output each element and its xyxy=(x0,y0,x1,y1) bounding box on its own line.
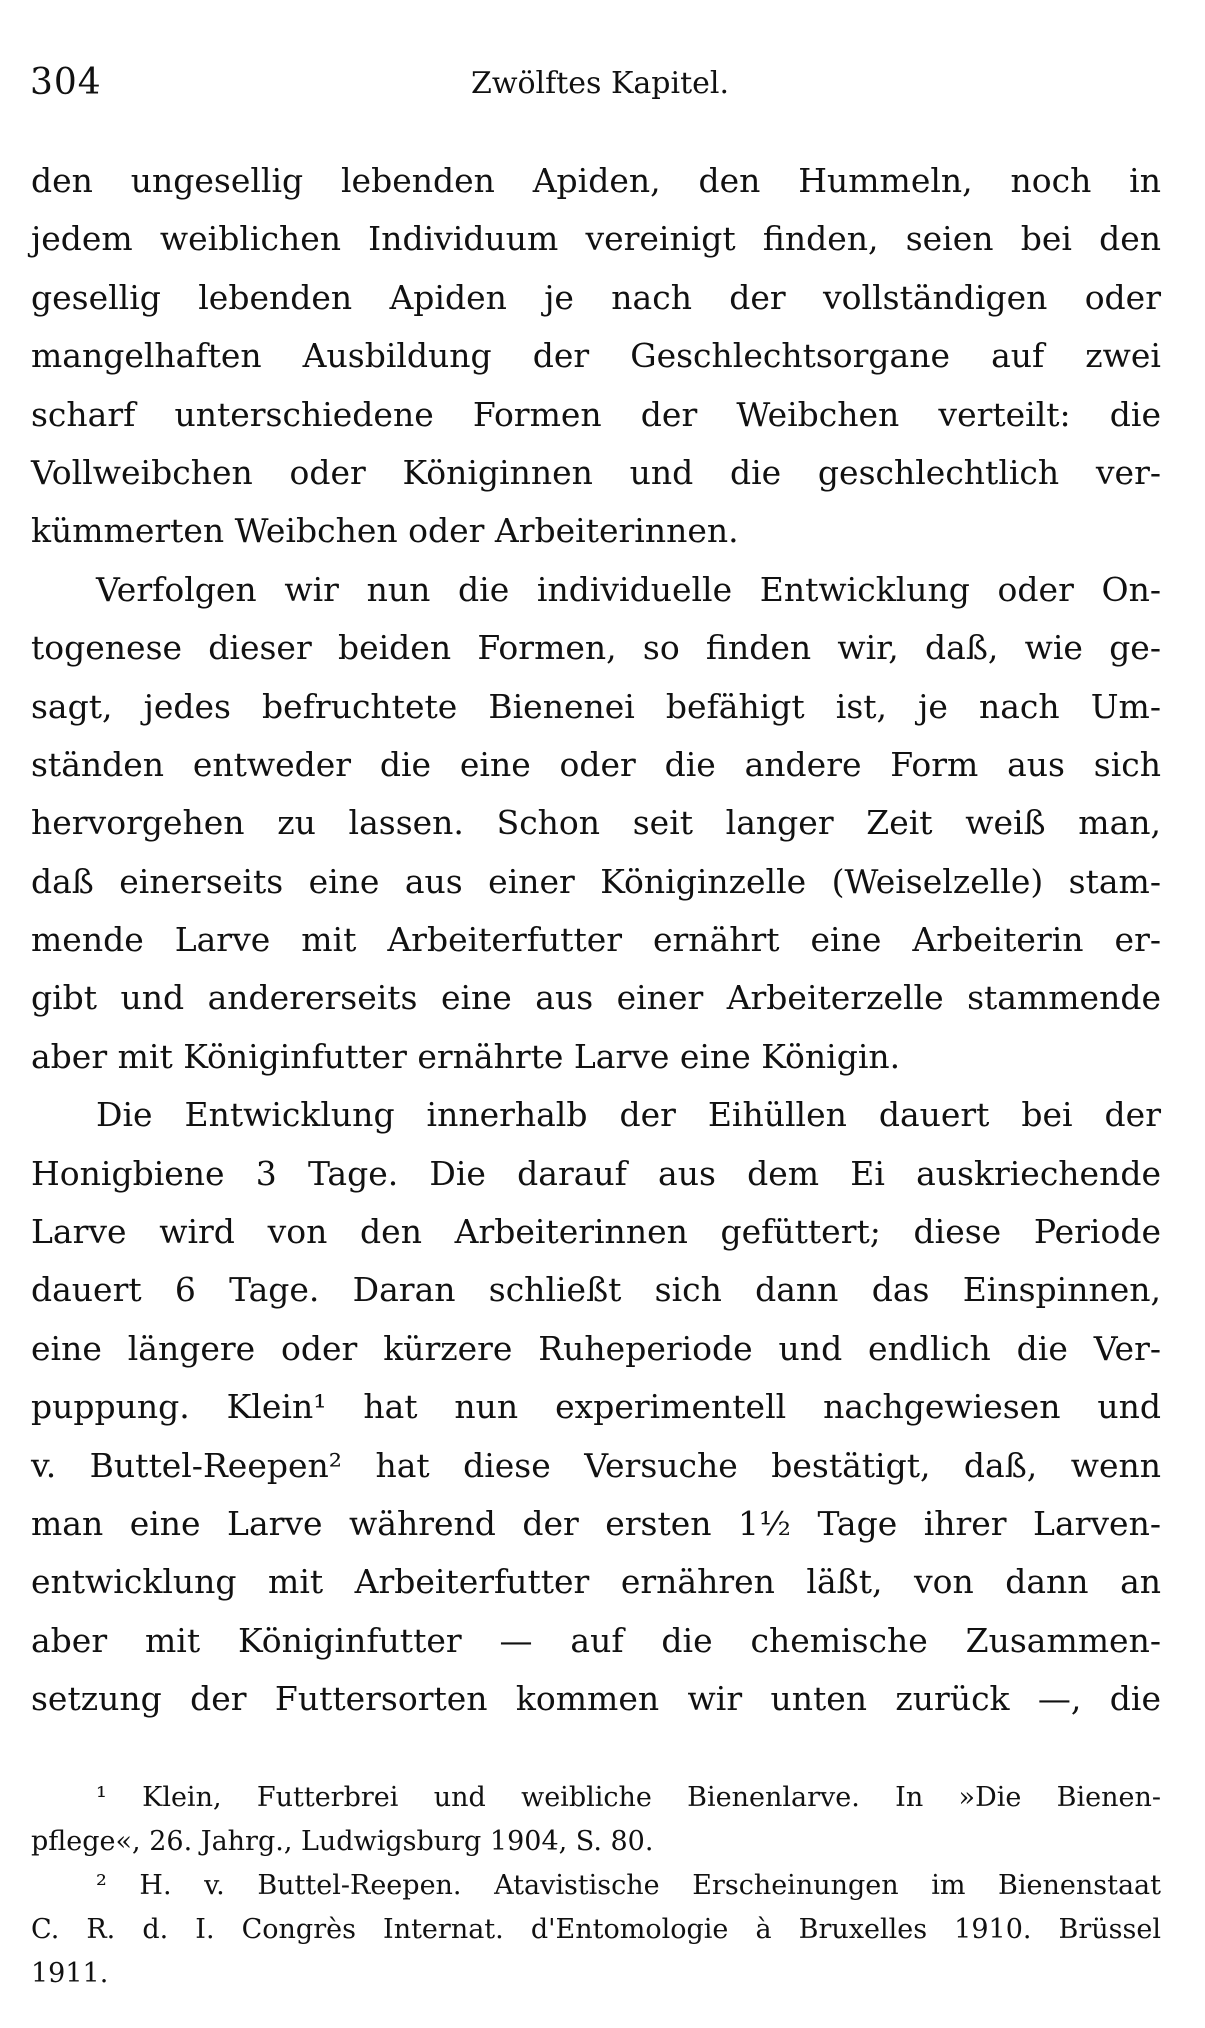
page-number: 304 xyxy=(30,62,102,103)
text-line: man eine Larve während der ersten 1½ Tage ihrer Larven- xyxy=(31,1503,1161,1543)
text-line: aber mit Königinfutter — auf die chemische Zusammen- xyxy=(31,1620,1161,1660)
page-header xyxy=(30,62,1170,122)
text-line: Honigbiene 3 Tage. Die darauf aus dem Ei auskriechende xyxy=(31,1153,1161,1193)
text-line: togenese dieser beiden Formen, so finden wir, daß, wie ge- xyxy=(31,628,1161,668)
running-head: Zwölftes Kapitel. xyxy=(470,66,730,101)
footnote-line: ¹ Klein, Futterbrei und weibliche Bienenlarve. In »Die Bienen- xyxy=(96,1782,1161,1813)
text-line: puppung. Klein¹ hat nun experimentell nachgewiesen und xyxy=(31,1387,1161,1427)
text-line: dauert 6 Tage. Daran schließt sich dann das Einspinnen, xyxy=(31,1270,1161,1310)
text-line: kümmerten Weibchen oder Arbeiterinnen. xyxy=(31,511,739,551)
text-line: Verfolgen wir nun die individuelle Entwicklung oder On- xyxy=(96,569,1161,609)
text-line: hervorgehen zu lassen. Schon seit langer Zeit weiß man, xyxy=(31,803,1161,843)
text-line: aber mit Königinfutter ernährte Larve eine Königin. xyxy=(31,1036,901,1076)
text-line: mangelhaften Ausbildung der Geschlechtsorgane auf zwei xyxy=(31,336,1161,376)
text-line: daß einerseits eine aus einer Königinzelle (Weiselzelle) stam- xyxy=(31,861,1161,901)
text-line: Die Entwicklung innerhalb der Eihüllen dauert bei der xyxy=(96,1095,1161,1135)
footnotes xyxy=(31,1776,1161,1996)
text-line: gibt und andererseits eine aus einer Arbeiterzelle stammende xyxy=(31,978,1161,1018)
text-line: sagt, jedes befruchtete Bienenei befähigt ist, je nach Um- xyxy=(31,686,1161,726)
text-line: entwicklung mit Arbeiterfutter ernähren läßt, von dann an xyxy=(31,1562,1161,1602)
text-line: den ungesellig lebenden Apiden, den Hummeln, noch in xyxy=(31,161,1161,200)
text-line: Vollweibchen oder Königinnen und die geschlechtlich ver- xyxy=(31,452,1161,492)
text-line: Larve wird von den Arbeiterinnen gefüttert; diese Periode xyxy=(31,1212,1161,1252)
text-line: gesellig lebenden Apiden je nach der vollständigen oder xyxy=(31,277,1161,317)
text-line: setzung der Futtersorten kommen wir unten zurück —, die xyxy=(31,1679,1161,1719)
text-line: v. Buttel-Reepen² hat diese Versuche bestätigt, daß, wenn xyxy=(31,1445,1161,1485)
footnote-line: ² H. v. Buttel-Reepen. Atavistische Erscheinungen im Bienenstaat xyxy=(96,1870,1161,1901)
text-line: scharf unterschiedene Formen der Weibchen verteilt: die xyxy=(31,394,1161,434)
text-line: ständen entweder die eine oder die andere Form aus sich xyxy=(31,744,1161,784)
footnote-line: 1911. xyxy=(31,1958,109,1989)
footnote-line: C. R. d. I. Congrès Internat. d'Entomologie à Bruxelles 1910. Brüssel xyxy=(31,1914,1161,1945)
text-line: jedem weiblichen Individuum vereinigt finden, seien bei den xyxy=(31,219,1161,259)
text-line: mende Larve mit Arbeiterfutter ernährt eine Arbeiterin er- xyxy=(31,920,1161,960)
footnote-line: pflege«, 26. Jahrg., Ludwigsburg 1904, S. 80. xyxy=(31,1826,654,1857)
text-line: eine längere oder kürzere Ruheperiode und endlich die Ver- xyxy=(31,1328,1161,1368)
body-text xyxy=(31,152,1161,1729)
